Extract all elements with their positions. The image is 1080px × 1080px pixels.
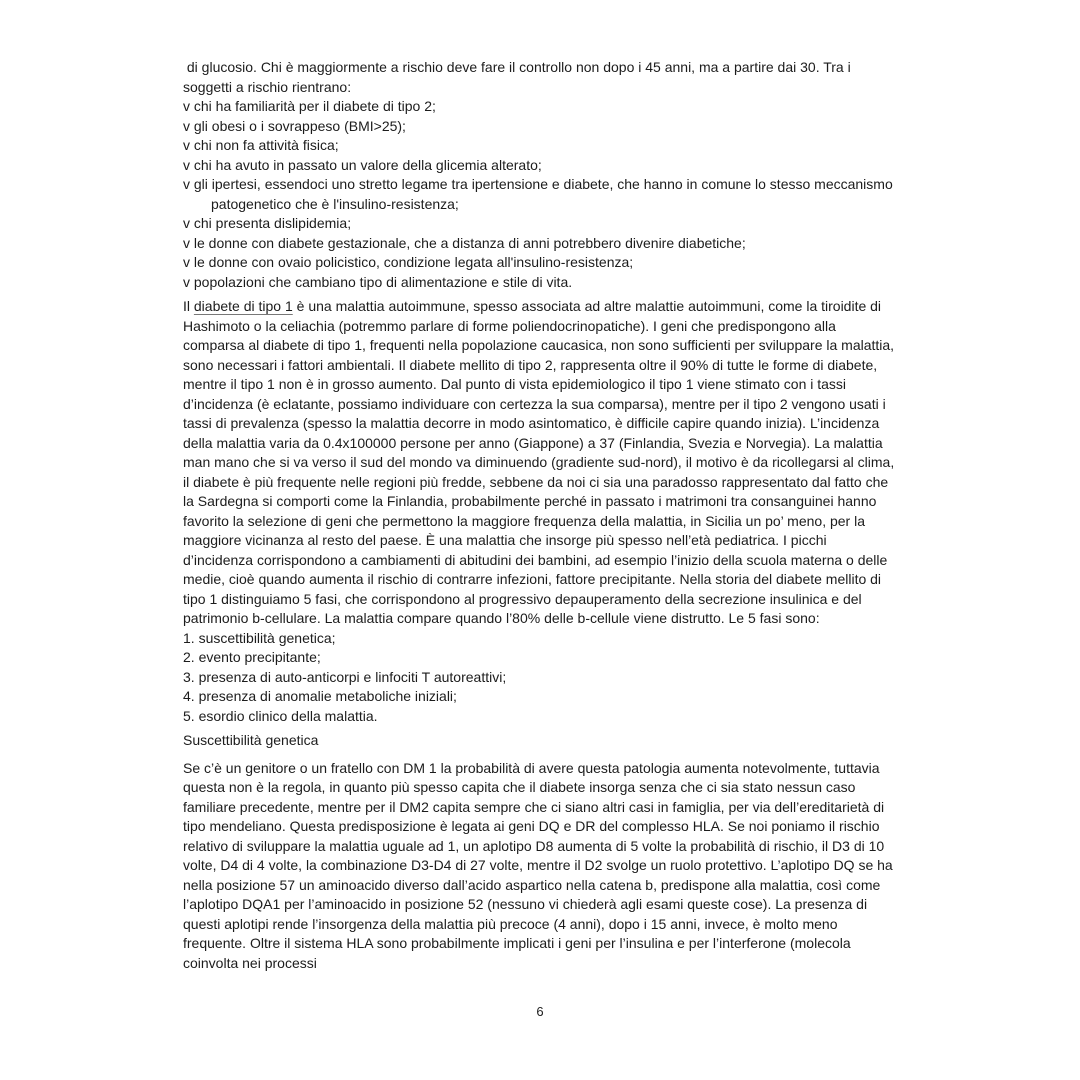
type1-diabetes-paragraph [183, 297, 899, 629]
paragraph-lead: Il [183, 298, 194, 314]
page-number: 6 [536, 1004, 544, 1019]
list-item: v gli ipertesi, essendoci uno stretto legame tra ipertensione e diabete, che hanno in comune lo stesso meccanismo patogenetico che è l'insulino-resistenza; [183, 176, 893, 212]
risk-factor-list [183, 97, 899, 292]
list-item: v le donne con ovaio policistico, condizione legata all'insulino-resistenza; [183, 254, 634, 270]
list-item: v gli obesi o i sovrappeso (BMI>25); [183, 117, 406, 134]
list-item: 1. suscettibilità genetica; [183, 629, 336, 646]
list-item: 3. presenza di auto-anticorpi e linfociti T autoreattivi; [183, 668, 507, 685]
list-item: v chi ha familiarità per il diabete di tipo 2; [183, 98, 436, 114]
list-item: v chi ha avuto in passato un valore della glicemia alterato; [183, 156, 542, 173]
paragraph-body: è una malattia autoimmune, spesso associata ad altre malattie autoimmuni, come la tiroidite di Hashimoto o la celiachia (potremmo parlare di forme poliendocrinopatiche). I geni che predispongono alla comparsa al diabete di tipo 1, frequenti nella popolazione caucasica, non sono sufficienti per sviluppare la malattia, sono necessari i fattori ambientali. Il diabete mellito di tipo 2, rappresenta oltre il 90% di tutte le forme di diabete, mentre il tipo 1 non è in grosso aumento. Dal punto di vista epidemiologico il tipo 1 viene stimato con i tassi d’incidenza (è eclatante, possiamo individuare con certezza la sua comparsa), mentre per il tipo 2 vengono usati i tassi di prevalenza (spesso la malattia decorre in modo asintomatico, è difficile capire quando inizia). L’incidenza della malattia varia da 0.4x100000 persone per anno (Giappone) a 37 (Finlandia, Svezia e Norvegia). La malattia man mano che si va verso il sud del mondo va diminuendo (gradiente sud-nord), il motivo è da ricollegarsi al clima, il diabete è più frequente nelle regioni più fredde, sebbene da noi ci sia una paradosso rappresentato dal fatto che la Sardegna si comporti come la Finlandia, probabilmente perché in passato i matrimoni tra consanguinei hanno favorito la selezione di geni che permettono la maggiore frequenza della malattia, in Sicilia un po’ meno, per la maggiore vicinanza al resto del paese. È una malattia che insorge più spesso nell’età pediatrica. I picchi d’incidenza corrispondono a cambiamenti di abitudini dei bambini, ad esempio l’inizio della scuola materna o delle medie, cioè quando aumenta il rischio di contrarre infezioni, fattore precipitante. Nella storia del diabete mellito di tipo 1 distinguiamo 5 fasi, che corrispondono al progressivo depauperamento della secrezione insulinica e del patrimonio b-cellulare. La malattia compare quando l’80% delle b-cellule viene distrutto. Le 5 fasi sono: [183, 298, 899, 626]
list-item: 4. presenza di anomalie metaboliche iniziali; [183, 688, 457, 704]
section-heading: Suscettibilità genetica [183, 732, 319, 748]
list-item: v chi presenta dislipidemia; [183, 215, 352, 231]
list-item: v le donne con diabete gestazionale, che a distanza di anni potrebbero divenire diabetiche; [183, 234, 746, 251]
genetic-susceptibility-paragraph: Se c’è un genitore o un fratello con DM 1 la probabilità di avere questa patologia aumenta notevolmente, tuttavia questa non è la regola, in quanto più spesso capita che il diabete insorga senza che ci sia stato nessun caso familiare precedente, mentre per il DM2 capita sempre che ci siano altri casi in famiglia, per via dell’ereditarietà di tipo mendeliano. Questa predisposizione è legata ai geni DQ e DR del complesso HLA. Se noi poniamo il rischio relativo di sviluppare la malattia uguale ad 1, un aplotipo D8 aumenta di 5 volte la probabilità di rischio, il D3 di 10 volte, D4 di 4 volte, la combinazione D3-D4 di 27 volte, mentre il D2 svolge un ruolo protettivo. L’aplotipo DQ se ha nella posizione 57 un aminoacido diverso dall’acido aspartico nella catena b, predispone alla malattia, così come l’aplotipo DQA1 per l’aminoacido in posizione 52 (nessuno vi chiederà agli esami queste cose). La presenza di questi aplotipi rende l’insorgenza della malattia più precoce (4 anni), dopo i 15 anni, invece, è molto meno frequente. Oltre il sistema HLA sono probabilmente implicati i geni per l’insulina e per l’interferone (molecola coinvolta nei processi [183, 759, 897, 971]
list-item: 2. evento precipitante; [183, 649, 321, 665]
disease-phase-list [183, 629, 899, 727]
list-item: v popolazioni che cambiano tipo di alimentazione e stile di vita. [183, 273, 573, 290]
underlined-term: diabete di tipo 1 [193, 298, 293, 314]
list-item: 5. esordio clinico della malattia. [183, 707, 378, 724]
list-item: v chi non fa attività fisica; [183, 137, 339, 153]
intro-paragraph: di glucosio. Chi è maggiormente a rischio deve fare il controllo non dopo i 45 anni, ma a partire dai 30. Tra i soggetti a rischio rientrano: [183, 59, 855, 95]
page-content [183, 58, 899, 973]
